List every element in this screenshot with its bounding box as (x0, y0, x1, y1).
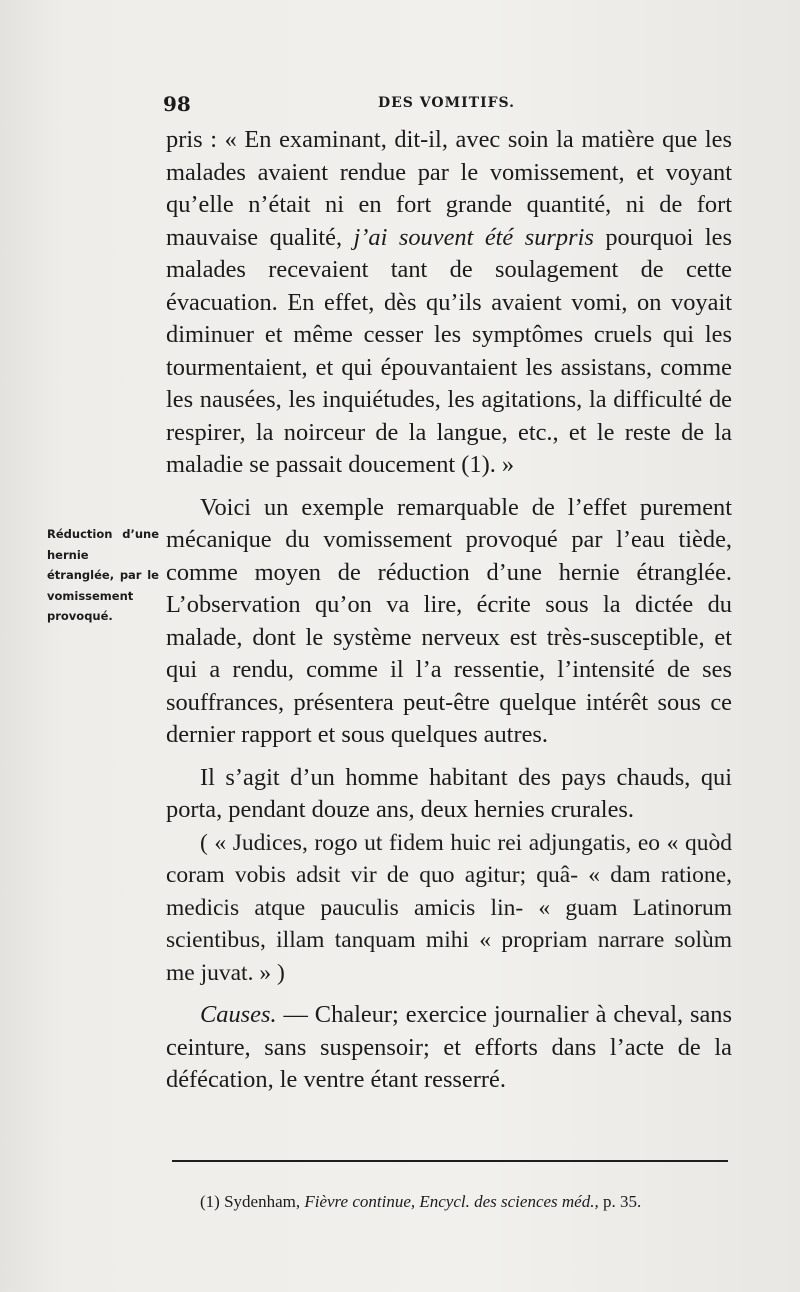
page-number: 98 (163, 92, 191, 116)
paragraph-quote-end: pourquoi les malades recevaient tant de soulagement de cette évacuation. En effet, dès qu’ils avaient vomi, on voyait diminuer et même cesser les symptômes cruels qui les tourmentaient, et qui épouvantaient les assistans, comme les nausées, les inquiétudes, les agitations, la difficulté de respirer, la noirceur de la langue, etc., et le reste de la maladie se passait doucement (1). » (166, 223, 732, 478)
footnote (200, 1192, 740, 1212)
paragraph-latin: ( « Judices, rogo ut fidem huic rei adjungatis, eo « quòd coram vobis adsit vir de quo agitur; quâ- « dam ratione, medicis atque pauculis amicis lin- « guam Latinorum scientibus, illam tanquam mihi « propriam narrare solùm me juvat. » ) (166, 829, 732, 986)
footnote-rule (172, 1160, 728, 1162)
paragraph-example: Voici un exemple remarquable de l’effet purement mécanique du vomissement provoqué par l’eau tiède, comme moyen de réduction d’une hernie étranglée. L’observation qu’on va lire, écrite sous la dictée du malade, dont le système nerveux est très-susceptible, et qui a rendu, comme il l’a ressentie, l’intensité de ses souffrances, présentera peut-être quelque intérêt sous ce dernier rapport et sous quelques autres. (166, 493, 732, 748)
footnote-suffix: p. 35. (602, 1192, 642, 1211)
running-title: DES VOMITIFS. (378, 95, 516, 111)
paragraph-case: Il s’agit d’un homme habitant des pays chauds, qui porta, pendant douze ans, deux hernies crurales. (166, 763, 732, 823)
causes-text: — Chaleur; exercice journalier à cheval, sans ceinture, sans suspensoir; et efforts dans l’acte de la défécation, le ventre étant resserré. (166, 1001, 732, 1093)
page-header (163, 92, 733, 122)
margin-note: Réduction d’une hernie étranglée, par le vomissement provoqué. (47, 527, 159, 623)
footnote-prefix: (1) Sydenham, (200, 1192, 301, 1211)
paragraph-quote (166, 124, 732, 482)
footnote-italic: Fièvre continue, Encycl. des sciences méd., (304, 1192, 599, 1211)
causes-label: Causes. (200, 1001, 277, 1028)
paragraph-quote-start: pris : « En examinant, dit-il, avec soin la matière que les malades avaient rendue par le vomissement, et voyant qu’elle n’était ni en fort grande quantité, ni de fort mauvaise qualité, (166, 126, 732, 251)
paragraph-causes (166, 999, 732, 1097)
paragraph-quote-italic: j’ai souvent été surpris (353, 223, 594, 251)
body-text (166, 124, 732, 1097)
